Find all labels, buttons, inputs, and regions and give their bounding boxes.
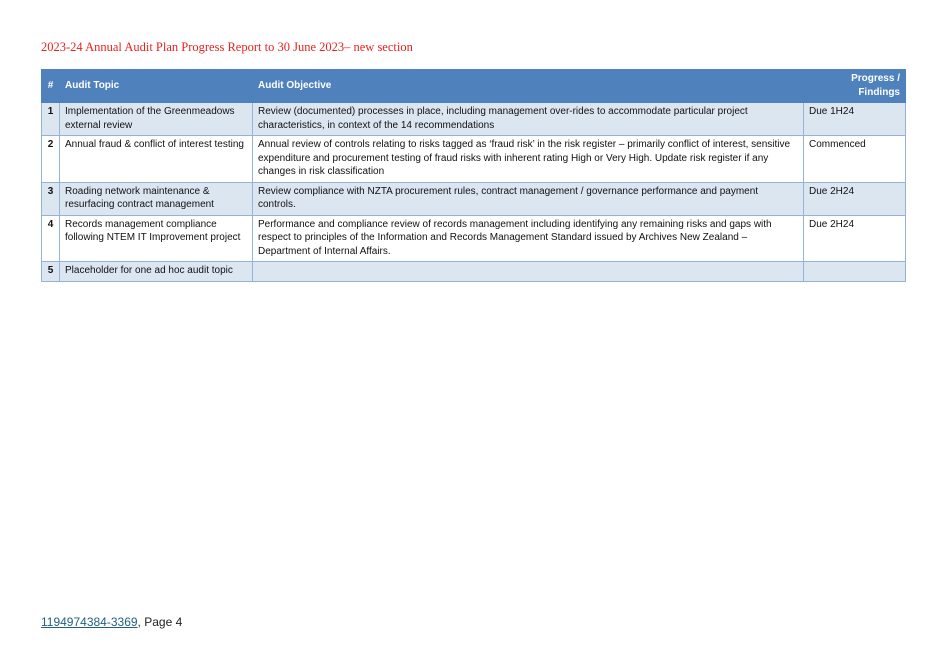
row-number: 2	[42, 136, 60, 183]
header-audit-objective: Audit Objective	[253, 70, 804, 103]
row-progress: Due 1H24	[804, 103, 906, 136]
row-audit-topic: Implementation of the Greenmeadows external review	[60, 103, 253, 136]
row-progress	[804, 262, 906, 282]
row-audit-objective: Review compliance with NZTA procurement rules, contract management / governance performance and payment controls.	[253, 182, 804, 215]
row-progress: Commenced	[804, 136, 906, 183]
header-audit-topic: Audit Topic	[60, 70, 253, 103]
table-row	[42, 136, 906, 183]
table-row	[42, 103, 906, 136]
audit-plan-table	[41, 69, 906, 282]
row-number: 1	[42, 103, 60, 136]
row-audit-topic: Annual fraud & conflict of interest testing	[60, 136, 253, 183]
header-number: #	[42, 70, 60, 103]
row-audit-objective	[253, 262, 804, 282]
header-progress-findings: Progress / Findings	[804, 70, 906, 103]
table-row	[42, 182, 906, 215]
page-number-text: , Page 4	[137, 615, 183, 629]
row-audit-topic: Records management compliance following NTEM IT Improvement project	[60, 215, 253, 262]
row-audit-topic: Placeholder for one ad hoc audit topic	[60, 262, 253, 282]
row-progress: Due 2H24	[804, 182, 906, 215]
table-row	[42, 215, 906, 262]
row-audit-objective: Performance and compliance review of records management including identifying any remaining risks and gaps with respect to principles of the Information and Records Management Standard issued by Archives New Zealand – Department of Internal Affairs.	[253, 215, 804, 262]
row-progress: Due 2H24	[804, 215, 906, 262]
page-footer	[41, 615, 182, 629]
row-number: 4	[42, 215, 60, 262]
table-row	[42, 262, 906, 282]
page-title: 2023-24 Annual Audit Plan Progress Report to 30 June 2023– new section	[41, 40, 413, 54]
row-number: 3	[42, 182, 60, 215]
row-audit-objective: Annual review of controls relating to risks tagged as ‘fraud risk’ in the risk register – primarily conflict of interest, sensitive expenditure and procurement testing of fraud risks with inherent rating High or Very High. Update risk register if any changes in risk classification	[253, 136, 804, 183]
table-header-row	[42, 70, 906, 103]
row-audit-topic: Roading network maintenance & resurfacing contract management	[60, 182, 253, 215]
document-reference-link[interactable]: 1194974384-3369	[41, 615, 138, 629]
row-number: 5	[42, 262, 60, 282]
row-audit-objective: Review (documented) processes in place, including management over-rides to accommodate particular project characteristics, in context of the 14 recommendations	[253, 103, 804, 136]
